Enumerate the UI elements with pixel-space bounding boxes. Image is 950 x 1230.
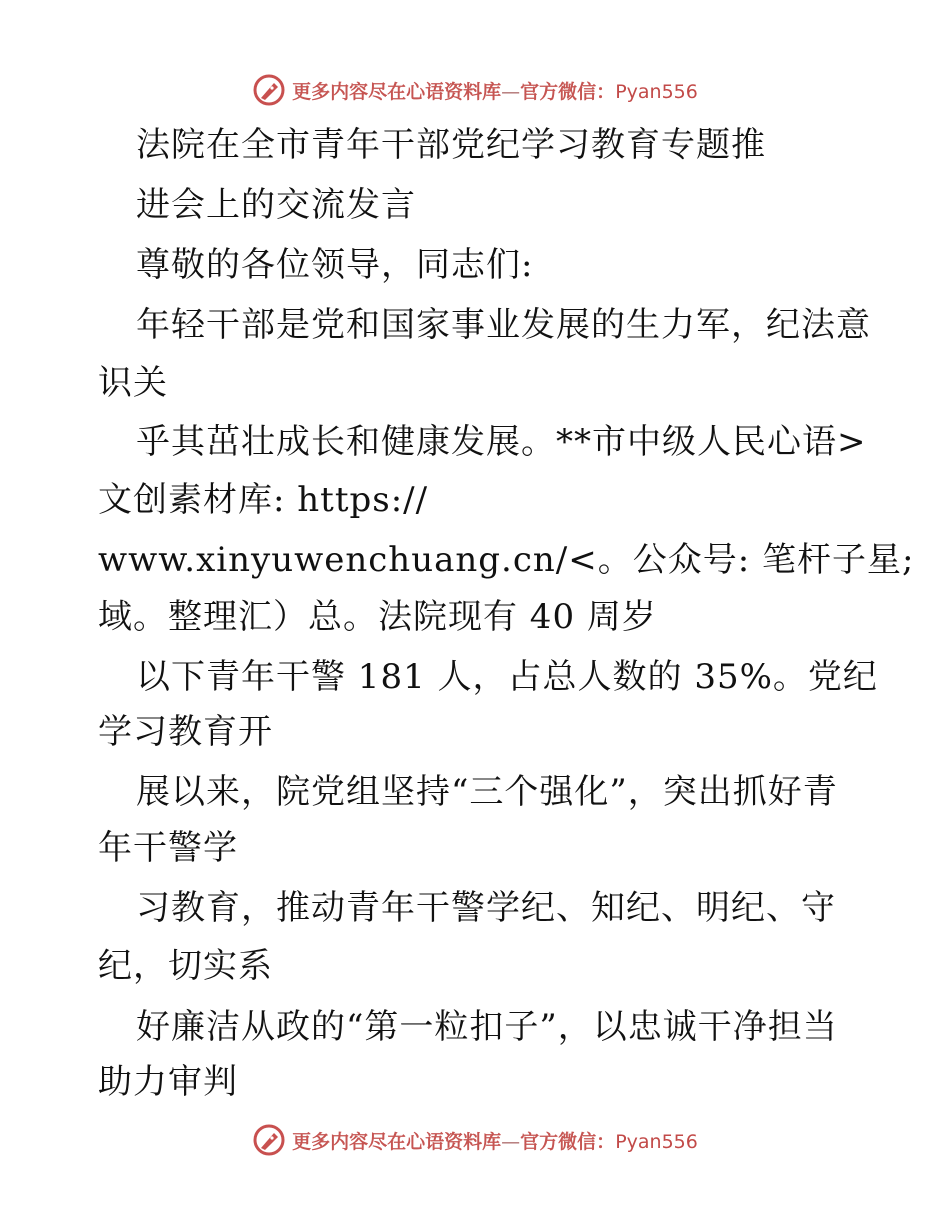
- text-line: 乎其茁壮成长和健康发展。**市中级人民心语>: [136, 422, 867, 462]
- text-line: 学习教育开: [98, 712, 273, 752]
- text-line: 年干警学: [98, 828, 238, 868]
- text-line: 进会上的交流发言: [136, 185, 416, 225]
- text-line: 年轻干部是党和国家事业发展的生力军，纪法意: [136, 305, 871, 345]
- text-line: www.xinyuwenchuang.cn/<。公众号: 笔杆子星;: [98, 540, 915, 580]
- text-line: 尊敬的各位领导，同志们:: [136, 245, 534, 285]
- footer-banner: [0, 1120, 950, 1160]
- banner-text: 更多内容尽在心语资料库—官方微信：Pyan556: [292, 80, 698, 103]
- text-line: 识关: [98, 363, 168, 403]
- text-line: 法院在全市青年干部党纪学习教育专题推: [136, 125, 766, 165]
- pen-nib-logo-icon: [252, 1123, 286, 1157]
- text-line: 展以来，院党组坚持“三个强化”，突出抓好青: [136, 772, 838, 812]
- text-line: 习教育，推动青年干警学纪、知纪、明纪、守: [136, 888, 836, 928]
- text-line: 以下青年干警 181 人，占总人数的 35%。党纪: [136, 657, 878, 697]
- banner-text: 更多内容尽在心语资料库—官方微信：Pyan556: [292, 1130, 698, 1153]
- text-line: 好廉洁从政的“第一粒扣子”，以忠诚干净担当: [136, 1007, 838, 1047]
- text-line: 纪，切实系: [98, 946, 273, 986]
- text-line: 域。整理汇）总。法院现有 40 周岁: [98, 597, 657, 637]
- pen-nib-logo-icon: [252, 73, 286, 107]
- text-line: 助力审判: [98, 1062, 238, 1102]
- text-line: 文创素材库: https://: [98, 480, 429, 520]
- header-banner: [0, 70, 950, 110]
